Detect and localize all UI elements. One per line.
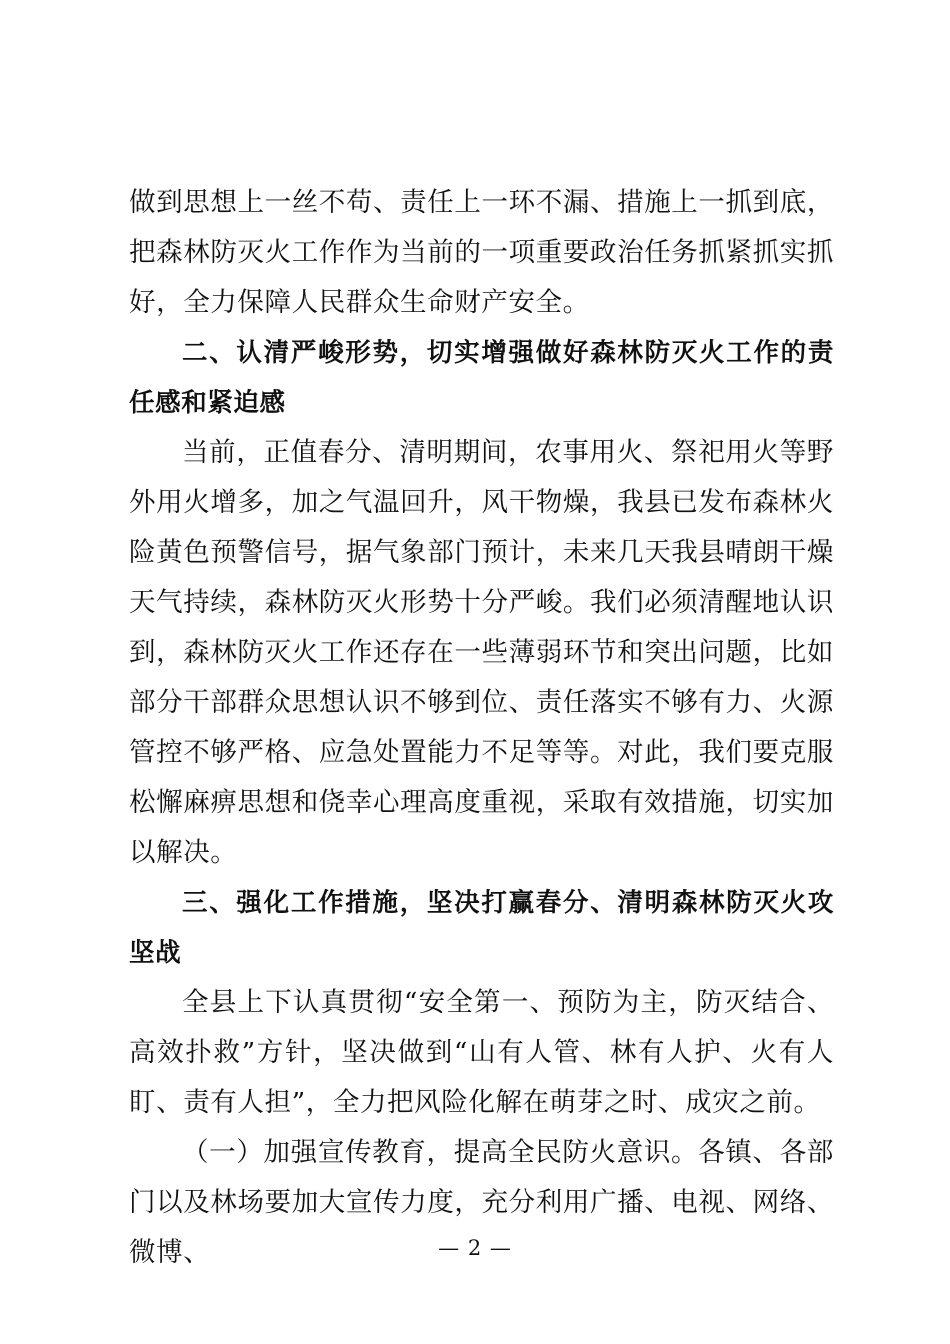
document-body [129, 178, 834, 1278]
body-paragraph-item-one: （一）加强宣传教育，提高全民防火意识。各镇、各部门以及林场要加大宣传力度，充分利用广播、电视、网络、微博、 [129, 1137, 834, 1268]
body-paragraph-situation: 当前，正值春分、清明期间，农事用火、祭祀用火等野外用火增多，加之气温回升，风干物燥，我县已发布森林火险黄色预警信号，据气象部门预计，未来几天我县晴朗干燥天气持续，森林防灭火形势十分严峻。我们必须清醒地认识到，森林防灭火工作还存在一些薄弱环节和突出问题，比如部分干部群众思想认识不够到位、责任落实不够有力、火源管控不够严格、应急处置能力不足等等。对此，我们要克服松懈麻痹思想和侥幸心理高度重视，采取有效措施，切实加以解决。 [129, 437, 834, 868]
page-number: — 2 — [438, 1236, 512, 1260]
body-paragraph-continued: 做到思想上一丝不苟、责任上一环不漏、措施上一抓到底，把森林防灭火工作作为当前的一项重要政治任务抓紧抓实抓好，全力保障人民群众生命财产安全。 [129, 187, 834, 318]
section-heading-two: 二、认清严峻形势，切实增强做好森林防灭火工作的责任感和紧迫感 [129, 338, 834, 418]
body-paragraph-policy: 全县上下认真贯彻“安全第一、预防为主，防灭结合、高效扑救”方针，坚决做到“山有人管、林有人护、火有人盯、责有人担”，全力把风险化解在萌芽之时、成灾之前。 [129, 987, 834, 1118]
section-heading-three: 三、强化工作措施，坚决打赢春分、清明森林防灭火攻坚战 [129, 888, 834, 968]
